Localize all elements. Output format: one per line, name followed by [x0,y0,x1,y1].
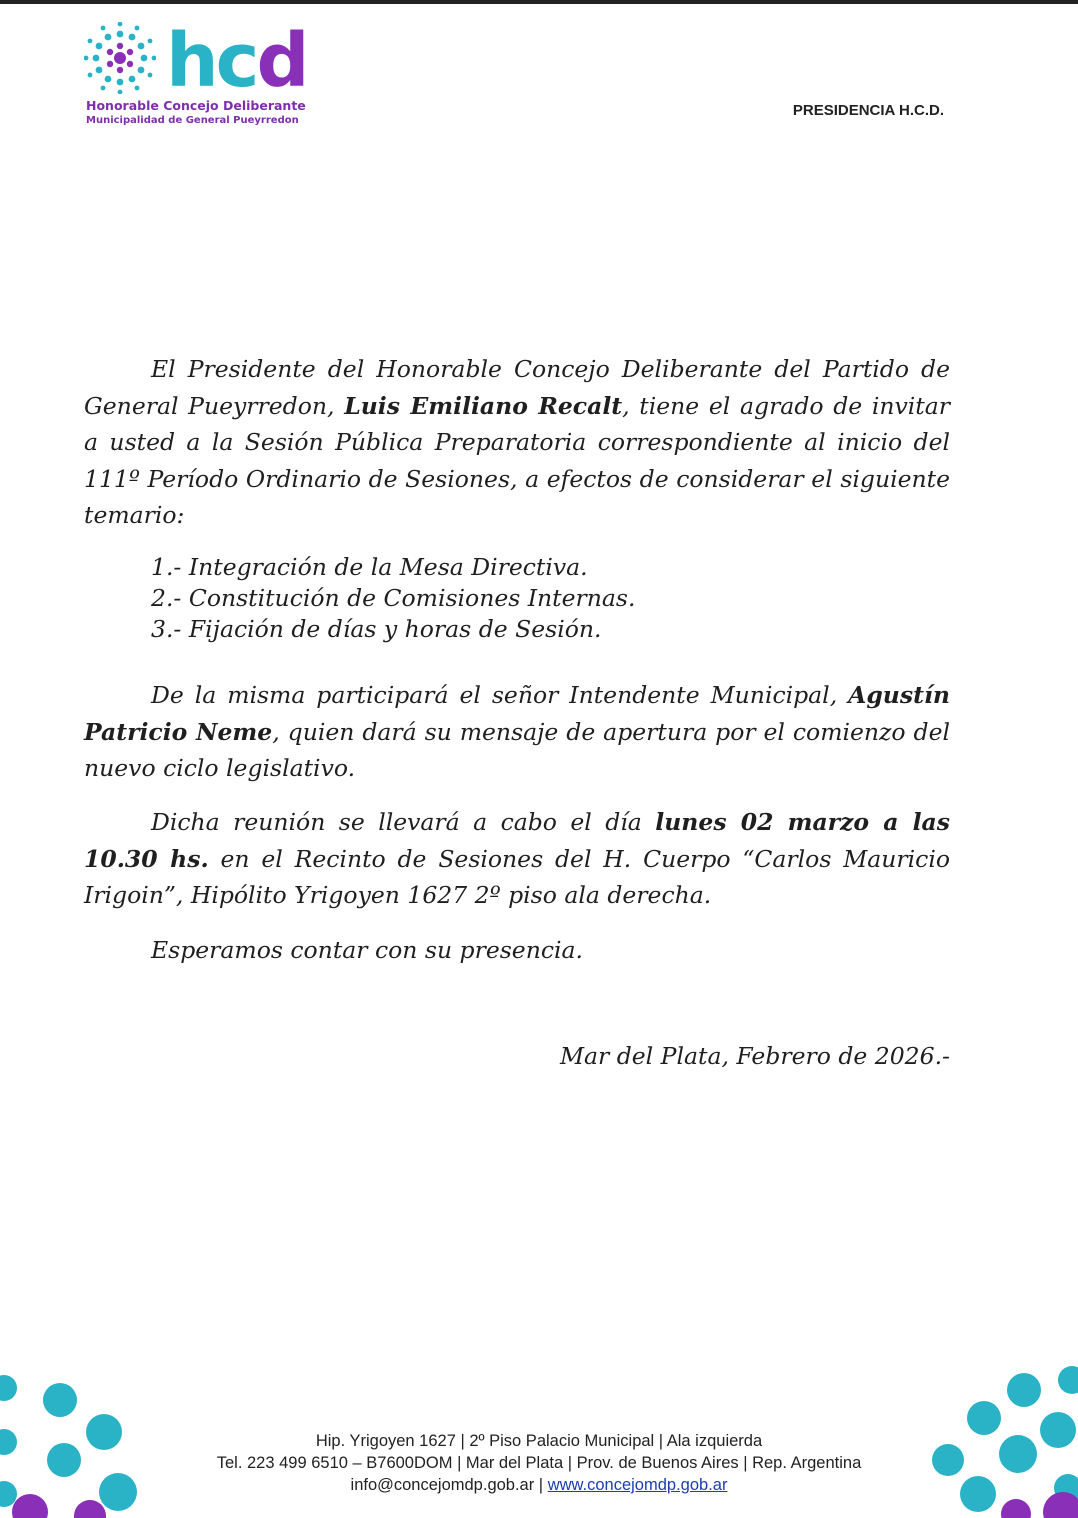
agenda-item: 3.- Fijación de días y horas de Sesión. [151,615,602,643]
logo-subtitle-1: Honorable Concejo Deliberante [86,98,306,113]
paragraph-closing: Esperamos contar con su presencia. [151,936,583,964]
agenda-list [151,552,635,645]
footer-website-link[interactable]: www.concejomdp.gob.ar [547,1476,728,1494]
top-border [0,0,1078,4]
logo-subtitle-2: Municipalidad de General Pueyrredon [86,115,299,126]
paragraph-intendente: De la misma participará el señor Intendente Municipal, Agustín Patricio Neme, quien dará su mensaje de apertura por el comienzo del nuevo ciclo legislativo. [84,681,950,782]
paragraph-invitation: El Presidente del Honorable Concejo Deliberante del Partido de General Pueyrredon, Luis Emiliano Recalt, tiene el agrado de invitar a usted a la Sesión Pública Preparatoria correspondiente al inicio del 111º Período Ordinario de Sesiones, a efectos de considerar el siguiente temario: [84,355,950,529]
place-date: Mar del Plata, Febrero de 2026.- [559,1042,950,1070]
agenda-item: 1.- Integración de la Mesa Directiva. [151,553,588,581]
footer-address: Hip. Yrigoyen 1627 | 2º Piso Palacio Municipal | Ala izquierda [315,1432,763,1450]
logo-dots-icon [84,22,156,94]
footer-email-web [0,1474,1078,1496]
logo-wordmark: hcd [166,18,307,104]
footer-phone: Tel. 223 499 6510 – B7600DOM | Mar del Plata | Prov. de Buenos Aires | Rep. Argentina [216,1454,862,1472]
footer-email: info@concejomdp.gob.ar | [350,1476,548,1494]
hcd-logo [84,18,324,132]
footer-contact [0,1430,1078,1496]
paragraph-meeting-details: Dicha reunión se llevará a cabo el día lunes 02 marzo a las 10.30 hs. en el Recinto de Sesiones del H. Cuerpo “Carlos Mauricio Irigoin”, Hipólito Yrigoyen 1627 2º piso ala derecha. [84,808,951,909]
agenda-item: 2.- Constitución de Comisiones Internas. [151,584,636,612]
header-presidencia: PRESIDENCIA H.C.D. [792,102,944,119]
